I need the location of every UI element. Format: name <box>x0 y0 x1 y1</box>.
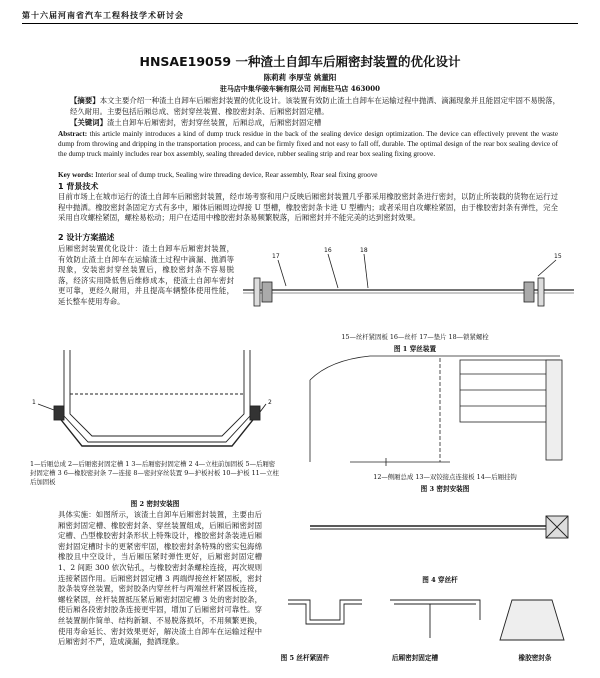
figure1-legend: 15—丝杆紧固板 16—丝杆 17—垫片 18—锁紧螺栓 <box>341 333 489 341</box>
keywords-cn <box>70 118 560 129</box>
section1-heading: 1 背景技术 <box>58 182 99 191</box>
figure3-caption: 图 3 密封安装图 <box>420 485 470 493</box>
section2-para1: 后厢密封装置优化设计：渣土自卸车后厢密封装置，有效防止渣土自卸车在运输渣土过程中滴漏、抛洒等现象，安装密封穿丝装置后，橡胶密封条不容易脱落，经济实用降低售后维修成本，使渣土自卸车密封更可靠，更经久耐用，并且提高车辆整体使用性能，延长整车使用寿命。 <box>58 244 234 306</box>
affiliation: 驻马店中集华骏车辆有限公司 河南驻马店 463000 <box>219 84 381 93</box>
figure4-drawing <box>300 498 580 570</box>
abstract-en <box>58 129 558 159</box>
figure2-legend: 1—后厢总成 2—后厢密封固定槽 1 3—后厢密封固定槽 2 4—立柱前加固板 5—后厢密封固定槽 3 6—橡胶密封条 7—连接 8—密封穿丝装置 9—护板衬板 10—护板 11—立柱后加固板 <box>30 460 279 486</box>
figure4-caption: 图 4 穿丝杆 <box>422 576 458 584</box>
abstract-en-text: this article mainly introduces a kind of dump truck residue in the back of the sealing device design optimization. The device can effectively prevent the waste dump from throwing and dripping in the transportation process, and can be firmly fixed and not easy to fall off, durable. The optimal design of the rear box sealing device of the dump truck mainly includes rear box assembly, sealing threaded device, rubber sealing strip and rear box sealing fixing groove. <box>58 130 559 158</box>
figure3-drawing <box>290 350 580 468</box>
figure1-caption: 图 1 穿丝装置 <box>393 345 437 353</box>
figure1-drawing <box>238 240 580 340</box>
paper-title: HNSAE19059 一种渣土自卸车后厢密封装置的优化设计 <box>139 54 461 69</box>
fig2-callout-1: 1 <box>32 399 36 406</box>
fig2-callout-2: 2 <box>268 399 272 406</box>
section2-para2: 具体实施：如图所示，该渣土自卸车后厢密封装置，主要由后厢密封固定槽、橡胶密封条、穿丝装置组成，后厢后厢密封固定槽、凸型橡胶密封条形状上特殊设计，橡胶密封条装进后厢密封固定槽时卡的更紧密牢固，橡胶密封条特殊的密实包海绵橡胶且中空设计，当后厢压紧时弹性更好，后厢密封固定槽 1、2 间距 300 依次钻孔，与橡胶密封条螺栓连接，再次规则连接紧固作用。后厢密封固定槽 3 两端焊接丝杆紧固板，密封胶条装穿丝装置，密封胶条内穿丝杆与两端丝杆紧固板连接，螺栓紧固，丝杆装置抵压紧后厢密封固定槽 3 处的密封胶条，使后厢各段密封胶条连接更牢固，增加了后厢密封可靠性。穿丝装置制作简单、结构新颖、不易脱落损坏，不用频繁更换，使用寿命延长、密封效果更好，解决渣土自卸车在运输过程中后厢密封不严，造成滴漏，抛洒现象。 <box>58 510 262 647</box>
fig1-callout-18: 18 <box>360 247 368 254</box>
running-header: 第十六届河南省汽车工程科技学术研讨会 <box>22 10 578 24</box>
figure3-legend: 12—侧厢总成 13—双铰接点连接板 14—后厢挂钩 <box>373 473 517 481</box>
abstract-en-label: Abstract: <box>58 130 88 138</box>
figure5-sub2: 橡胶密封条 <box>518 654 552 662</box>
abstract-cn-text: 本文主要介绍一种渣土自卸车后厢密封装置的优化设计。该装置有效防止渣土自卸车在运输过程中抛洒、滴漏现象并且能固定牢固不易脱落，经久耐用。主要包括后厢总成、密封穿丝装置、橡胶密封条、后厢密封固定槽。 <box>70 96 560 116</box>
figure5-caption: 图 5 丝杆紧固件 <box>280 654 330 662</box>
section1-text: 目前市场上在城市运行的渣土自卸车后厢密封装置，经市场考察和用户反映后厢密封装置几乎都采用橡胶密封条进行密封，以防止所装载的货物在运行过程中抛洒。橡胶密封条固定方式有多中，厢体后厢周边焊接 U 型槽，橡胶密封条卡进 U 型槽内；或者采用自攻螺栓紧固，由于橡胶密封条有弹性，完全采用自攻螺栓紧固，螺栓易松动；用户在适用中橡胶密封条易频繁脱落，后厢密封并不能完美的达到密封效果。 <box>58 192 558 223</box>
fig1-callout-17: 17 <box>272 253 280 260</box>
figure2-drawing <box>30 346 280 458</box>
keywords-en-label: Key words: <box>58 171 94 179</box>
abstract-cn <box>70 96 560 117</box>
fig1-callout-16: 16 <box>324 247 332 254</box>
fig1-callout-15: 15 <box>554 253 562 260</box>
keywords-en-text: Interior seal of dump truck, Sealing wire threading device, Rear assembly, Rear seal fixing groove <box>95 171 378 179</box>
abstract-cn-label: 【摘要】 <box>70 96 100 105</box>
figure2-caption: 图 2 密封安装图 <box>130 500 180 508</box>
keywords-cn-text: 渣土自卸车后厢密封，密封穿丝装置，后厢总成，后厢密封固定槽 <box>106 118 322 127</box>
keywords-en <box>58 170 558 180</box>
keywords-cn-label: 【关键词】 <box>70 118 107 127</box>
section2-heading: 2 设计方案描述 <box>58 233 115 242</box>
figure5-sub1: 后厢密封固定槽 <box>391 654 439 662</box>
authors: 陈莉莉 李厚莹 姚董阳 <box>263 73 337 82</box>
figure5-drawing <box>280 590 580 648</box>
